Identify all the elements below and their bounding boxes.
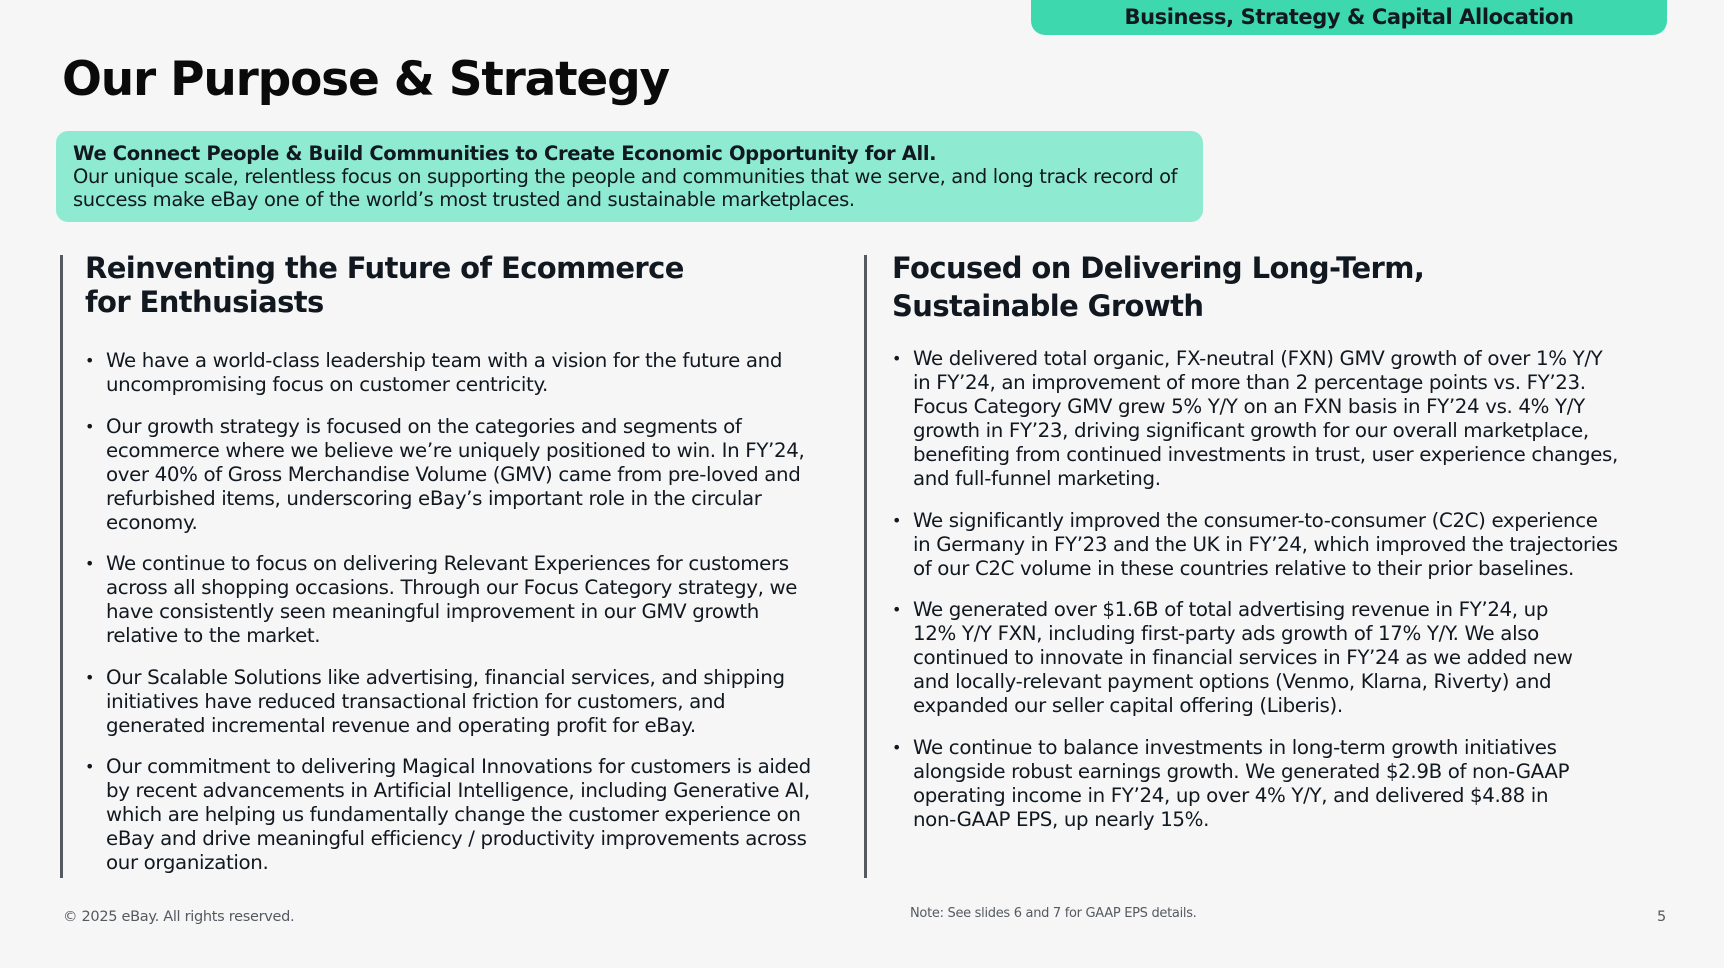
- purpose-headline: We Connect People & Build Communities to Create Economic Opportunity for All.: [73, 142, 937, 165]
- purpose-line: success make eBay one of the world’s most trusted and sustainable marketplaces.: [73, 188, 855, 211]
- left-column-heading: [85, 251, 820, 319]
- bullet-item: [892, 598, 1624, 718]
- bullet-line: in FY’24, an improvement of more than 2 percentage points vs. FY’23.: [913, 371, 1586, 394]
- bullet-item: [85, 349, 820, 397]
- bullet-line: by recent advancements in Artificial Intelligence, including Generative AI,: [106, 779, 810, 802]
- bullet-line: We significantly improved the consumer-to-consumer (C2C) experience: [913, 508, 1598, 532]
- bullet-line: We generated over $1.6B of total advertising revenue in FY’24, up: [913, 598, 1549, 621]
- bullet-item: [892, 736, 1624, 832]
- bullet-line: generated incremental revenue and operating profit for eBay.: [106, 713, 696, 737]
- bullet-line: across all shopping occasions. Through our Focus Category strategy, we: [106, 576, 798, 599]
- right-bullet-list: [892, 347, 1624, 832]
- page-number: 5: [1657, 909, 1667, 925]
- heading-line: Sustainable Growth: [892, 289, 1204, 323]
- bullet-line: continued to innovate in financial services in FY’24 as we added new: [913, 646, 1573, 669]
- bullet-line: our organization.: [106, 851, 269, 874]
- bullet-item: [85, 755, 820, 875]
- bullet-line: expanded our seller capital offering (Liberis).: [913, 694, 1343, 717]
- bullet-line: initiatives have reduced transactional friction for customers, and: [106, 689, 726, 713]
- section-tag: [1031, 0, 1667, 35]
- bullet-line: which are helping us fundamentally change the customer experience on: [106, 803, 801, 826]
- bullet-line: refurbished items, underscoring eBay’s important role in the circular: [106, 486, 762, 510]
- bullet-dot-icon: •: [892, 510, 902, 530]
- bullet-line: benefiting from continued investments in trust, user experience changes,: [913, 443, 1618, 466]
- bullet-line: economy.: [106, 510, 198, 534]
- left-bullet-list: [85, 349, 820, 875]
- page-title: Our Purpose & Strategy: [62, 52, 669, 107]
- footnote: Note: See slides 6 and 7 for GAAP EPS details.: [910, 906, 1197, 921]
- bullet-line: ecommerce where we believe we’re uniquely positioned to win. In FY’24,: [106, 438, 805, 462]
- bullet-line: and full-funnel marketing.: [913, 467, 1161, 490]
- bullet-line: Our Scalable Solutions like advertising, financial services, and shipping: [106, 665, 785, 689]
- right-column-heading: [892, 249, 1624, 325]
- bullet-line: We continue to balance investments in long-term growth initiatives: [913, 735, 1557, 759]
- left-column: [60, 251, 820, 878]
- bullet-line: We delivered total organic, FX-neutral (FXN) GMV growth of over 1% Y/Y: [913, 347, 1603, 370]
- bullet-dot-icon: •: [85, 667, 95, 687]
- bullet-line: We have a world-class leadership team with a vision for the future and: [106, 349, 783, 372]
- bullet-dot-icon: •: [892, 737, 902, 757]
- bullet-dot-icon: •: [892, 600, 902, 619]
- bullet-dot-icon: •: [85, 757, 95, 776]
- bullet-line: Our growth strategy is focused on the categories and segments of: [106, 414, 742, 438]
- heading-line: for Enthusiasts: [85, 285, 324, 319]
- bullet-dot-icon: •: [85, 554, 95, 573]
- right-column: [864, 251, 1624, 878]
- bullet-line: non-GAAP EPS, up nearly 15%.: [913, 807, 1210, 831]
- bullet-item: [892, 509, 1624, 581]
- bullet-line: and locally-relevant payment options (Venmo, Klarna, Riverty) and: [913, 670, 1552, 693]
- bullet-item: [85, 415, 820, 535]
- bullet-line: We continue to focus on delivering Relevant Experiences for customers: [106, 552, 789, 575]
- bullet-line: over 40% of Gross Merchandise Volume (GMV) came from pre-loved and: [106, 462, 801, 486]
- bullet-item: [85, 666, 820, 738]
- bullet-line: relative to the market.: [106, 624, 321, 647]
- copyright-text: © 2025 eBay. All rights reserved.: [63, 909, 295, 925]
- bullet-line: in Germany in FY’23 and the UK in FY’24, which improved the trajectories: [913, 532, 1618, 556]
- bullet-item: [85, 552, 820, 648]
- bullet-dot-icon: •: [85, 416, 95, 436]
- heading-line: Focused on Delivering Long-Term,: [892, 251, 1425, 285]
- bullet-dot-icon: •: [85, 351, 95, 370]
- bullet-dot-icon: •: [892, 349, 902, 368]
- bullet-line: Our commitment to delivering Magical Innovations for customers is aided: [106, 755, 811, 778]
- bullet-line: of our C2C volume in these countries relative to their prior baselines.: [913, 556, 1574, 580]
- bullet-line: have consistently seen meaningful improvement in our GMV growth: [106, 600, 759, 623]
- purpose-body: [73, 165, 1187, 211]
- purpose-banner: [56, 131, 1203, 222]
- bullet-line: operating income in FY’24, up over 4% Y/Y, and delivered $4.88 in: [913, 783, 1549, 807]
- section-tag-label: Business, Strategy & Capital Allocation: [1124, 5, 1574, 29]
- bullet-item: [892, 347, 1624, 491]
- bullet-line: growth in FY’23, driving significant growth for our overall marketplace,: [913, 419, 1589, 442]
- heading-line: Reinventing the Future of Ecommerce: [85, 251, 684, 285]
- bullet-line: alongside robust earnings growth. We generated $2.9B of non-GAAP: [913, 759, 1570, 783]
- bullet-line: Focus Category GMV grew 5% Y/Y on an FXN basis in FY’24 vs. 4% Y/Y: [913, 395, 1585, 418]
- bullet-line: uncompromising focus on customer centricity.: [106, 373, 548, 396]
- bullet-line: 12% Y/Y FXN, including first-party ads growth of 17% Y/Y. We also: [913, 622, 1539, 645]
- purpose-line: Our unique scale, relentless focus on supporting the people and communities that we serve, and long track record of: [73, 165, 1178, 188]
- bullet-line: eBay and drive meaningful efficiency / productivity improvements across: [106, 827, 807, 850]
